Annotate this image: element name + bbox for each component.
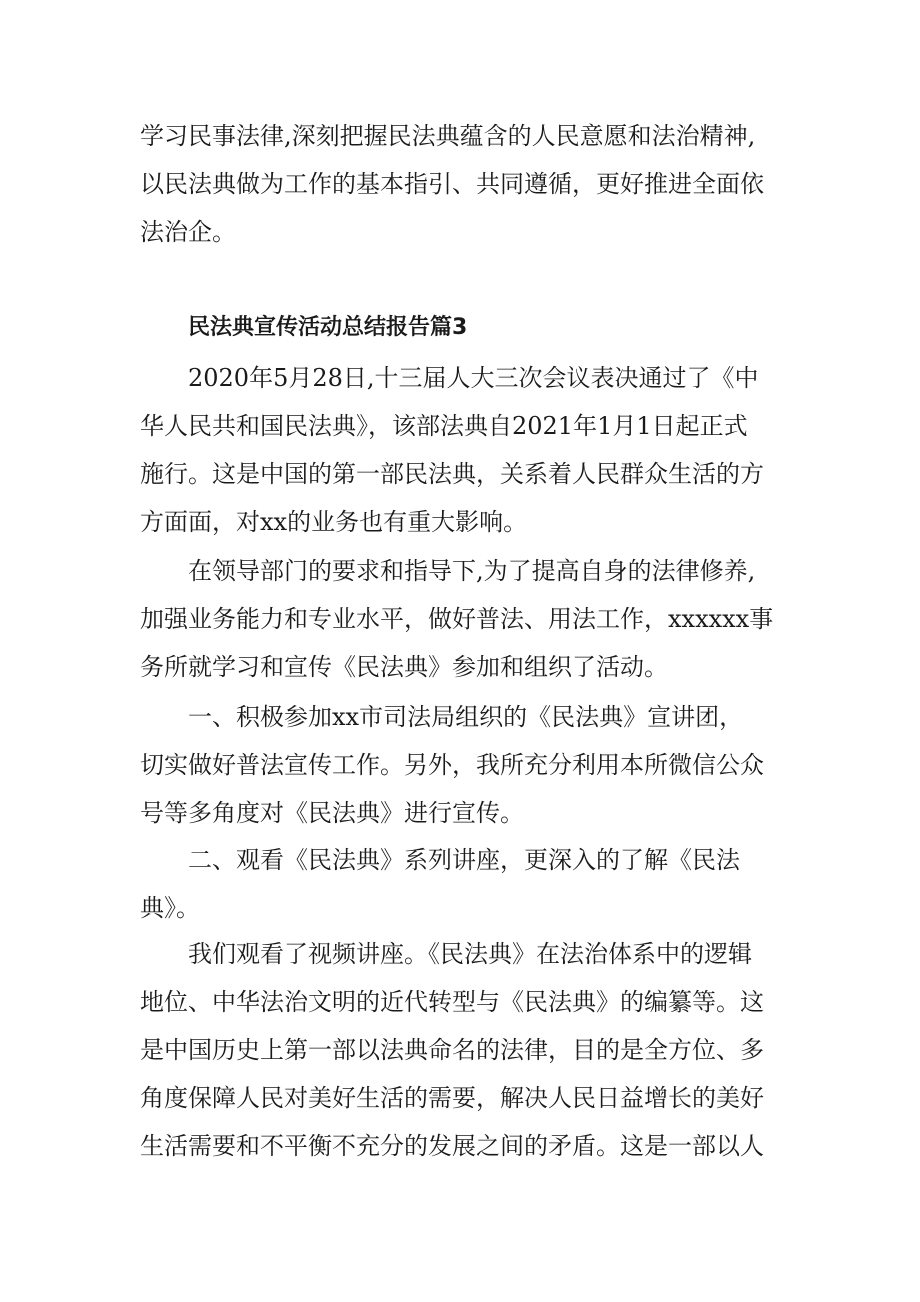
text-line: 华人民共和国民法典》，该部法典自2021年1月1日起正式 [140,412,748,440]
text-line: 号等多角度对《民法典》进行宣传。 [140,799,524,827]
text-line: 是中国历史上第一部以法典命名的法律，目的是全方位、多 [140,1036,764,1064]
text-line: 切实做好普法宣传工作。另外，我所充分利用本所微信公众 [140,751,764,779]
text-line: 以民法典做为工作的基本指引、共同遵循，更好推进全面依 [140,170,764,198]
text-line: 二、观看《民法典》系列讲座，更深入的了解《民法 [188,846,740,874]
text-line: 地位、中华法治文明的近代转型与《民法典》的编纂等。这 [140,988,764,1016]
text-line: 学习民事法律,深刻把握民法典蕴含的人民意愿和法治精神, [140,122,756,150]
text-line: 典》。 [140,894,200,922]
text-line: 一、积极参加xx市司法局组织的《民法典》宣讲团， [188,703,744,731]
text-line: 法治企。 [140,218,236,246]
text-line: 方面面，对xx的业务也有重大影响。 [140,508,528,536]
text-line: 在领导部门的要求和指导下,为了提高自身的法律修养, [188,557,756,585]
text-line: 生活需要和不平衡不充分的发展之间的矛盾。这是一部以人 [140,1132,764,1160]
text-line: 2020年5月28日,十三届人大三次会议表决通过了《中 [188,364,759,392]
text-line: 角度保障人民对美好生活的需要，解决人民日益增长的美好 [140,1084,764,1112]
text-line: 我们观看了视频讲座。《民法典》在法治体系中的逻辑 [188,940,752,968]
text-line: 务所就学习和宣传《民法典》参加和组织了活动。 [140,653,668,681]
text-line: 加强业务能力和专业水平，做好普法、用法工作，xxxxxx事 [140,605,774,633]
text-line: 施行。这是中国的第一部民法典，关系着人民群众生活的方 [140,460,764,488]
section-heading: 民法典宣传活动总结报告篇3 [188,315,468,340]
